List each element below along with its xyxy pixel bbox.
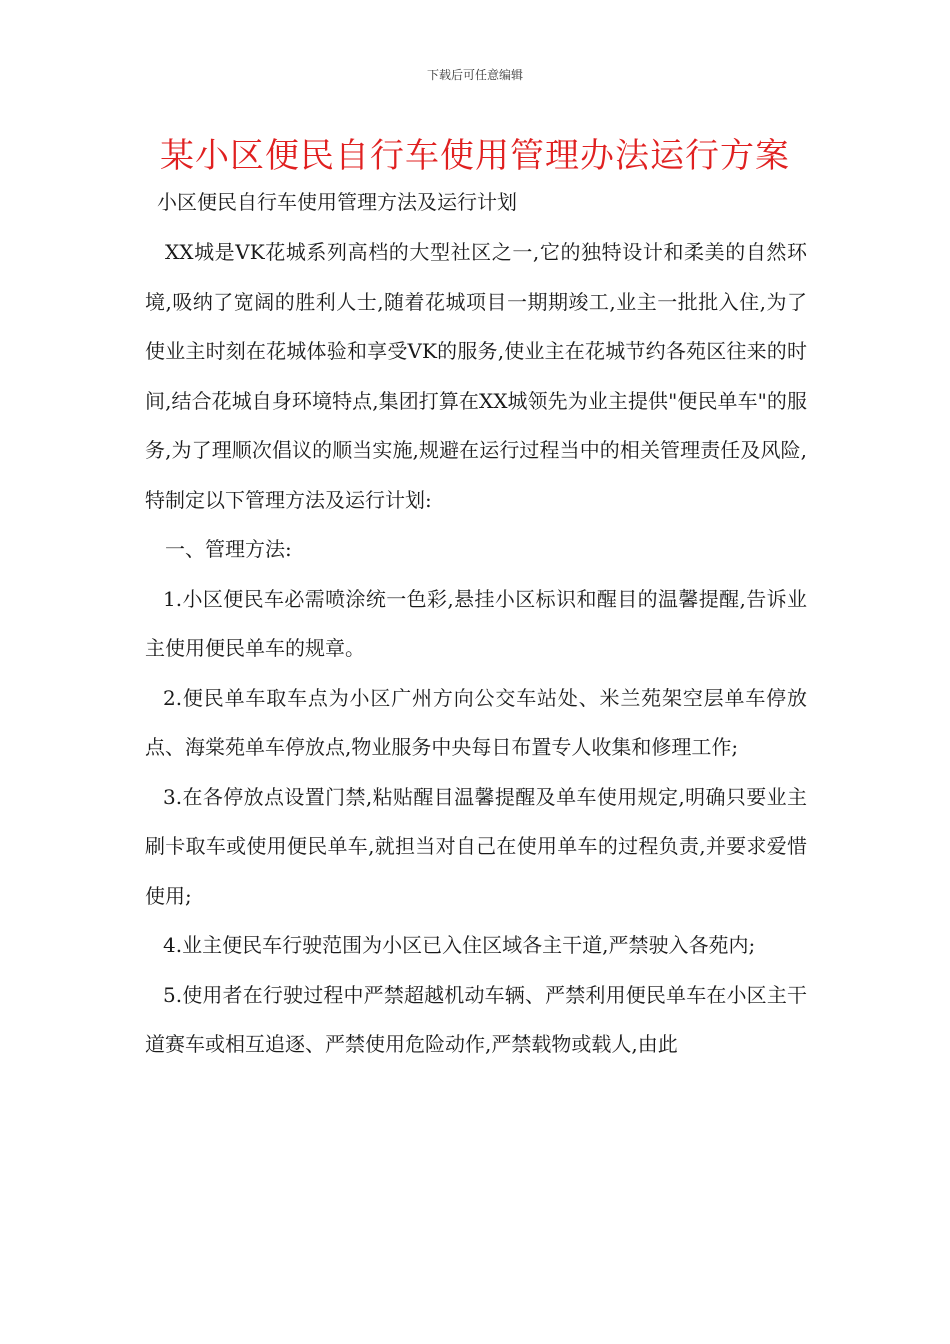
document-body bbox=[145, 228, 807, 1070]
list-item: 2.便民单车取车点为小区广州方向公交车站处、米兰苑架空层单车停放点、海棠苑单车停放点,物业服务中央每日布置专人收集和修理工作; bbox=[145, 685, 807, 759]
document-subtitle: 小区便民自行车使用管理方法及运行计划 bbox=[157, 190, 517, 214]
section-heading-management: 一、管理方法: bbox=[165, 537, 292, 561]
list-item: 5.使用者在行驶过程中严禁超越机动车辆、严禁利用便民单车在小区主干道赛车或相互追逐、严禁使用危险动作,严禁载物或载人,由此 bbox=[145, 982, 807, 1056]
intro-paragraph: XX城是VK花城系列高档的大型社区之一,它的独特设计和柔美的自然环境,吸纳了宽阔的胜利人士,随着花城项目一期期竣工,业主一批批入住,为了使业主时刻在花城体验和享受VK的服务,使业主在花城节约各苑区往来的时间,结合花城自身环境特点,集团打算在XX城领先为业主提供"便民单车"的服务,为了理顺次倡议的顺当实施,规避在运行过程当中的相关管理责任及风险,特制定以下管理方法及运行计划: bbox=[145, 240, 807, 512]
page-header-note: 下载后可任意编辑 bbox=[426, 68, 523, 82]
document-title: 某小区便民自行车使用管理办法运行方案 bbox=[160, 136, 790, 176]
list-item: 1.小区便民车必需喷涂统一色彩,悬挂小区标识和醒目的温馨提醒,告诉业主使用便民单车的规章。 bbox=[145, 586, 807, 660]
list-item: 4.业主便民车行驶范围为小区已入住区域各主干道,严禁驶入各苑内; bbox=[163, 933, 756, 957]
list-item: 3.在各停放点设置门禁,粘贴醒目温馨提醒及单车使用规定,明确只要业主刷卡取车或使用便民单车,就担当对自己在使用单车的过程负责,并要求爱惜使用; bbox=[145, 784, 807, 908]
